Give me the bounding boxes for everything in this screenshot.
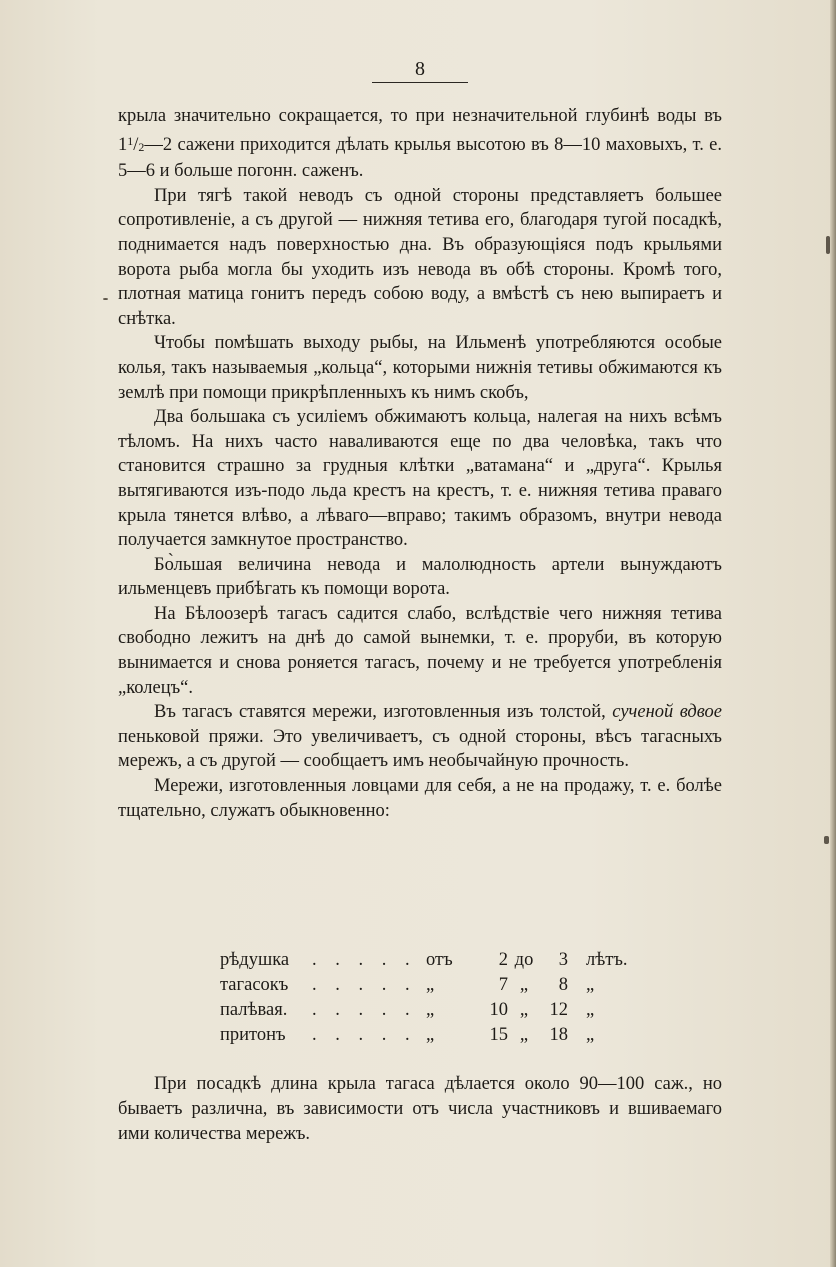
net-name: рѣдушка [220, 950, 290, 970]
years-to: 8 [558, 975, 568, 995]
to-word: „ [519, 975, 529, 995]
years-unit: „ [586, 975, 595, 995]
years-unit: лѣтъ. [586, 950, 628, 970]
body-text [118, 104, 722, 823]
leader-dots: . . . . . [312, 1000, 417, 1020]
durability-table [220, 948, 640, 1048]
page-edge-shadow [830, 0, 836, 1267]
paragraph-1-start: крыла значительно сокращается, то при незначительной глубинѣ воды въ 1 [118, 106, 722, 155]
leader-dots: . . . . . [312, 1025, 417, 1045]
net-name: тагасокъ [220, 975, 289, 995]
years-from: 15 [489, 1025, 508, 1045]
fraction-slash: / [133, 134, 139, 155]
years-unit: „ [586, 1025, 595, 1045]
years-to: 18 [549, 1025, 568, 1045]
page-number-rule [372, 82, 468, 83]
table-row [220, 998, 640, 1023]
paragraph-8: Мережи, изготовленныя ловцами для себя, а не на продажу, т. е. болѣе тщательно, служатъ обыкновенно: [118, 776, 722, 821]
leader-dots: . . . . . [312, 950, 417, 970]
paragraph-1-rest: —2 сажени приходится дѣлать крылья высотою въ 8—10 маховыхъ, т. е. 5—6 и больше погонн. саженъ. [118, 134, 722, 182]
closing-paragraph-block [118, 1072, 722, 1147]
italic-phrase: сученой вдвое [612, 702, 722, 723]
paragraph-2: При тягѣ такой неводъ съ одной стороны представляетъ большее сопротивленіе, а съ другой — нижняя тетива его, благодаря тугой посадкѣ, поднимается надъ поверхностью дна. Въ образующіяся подъ крыльями ворота рыба могла бы уходить изъ невода въ обѣ стороны. Кромѣ того, плотная матица гонитъ передъ собою воду, а вмѣстѣ съ нею выпираетъ и снѣтка. [118, 185, 722, 329]
closing-paragraph: При посадкѣ длина крыла тагаса дѣлается около 90—100 саж., но бываетъ различна, въ зависимости отъ числа участниковъ и вшиваемаго ими количества мережъ. [118, 1074, 722, 1144]
table-row [220, 948, 640, 973]
paragraph-3: Чтобы помѣшать выходу рыбы, на Ильменѣ употребляются особые колья, такъ называемыя „кольца“, которыми нижнія тетивы обжимаются къ землѣ при помощи прикрѣпленныхъ къ нимъ скобъ, [118, 333, 722, 403]
years-from: 2 [498, 950, 508, 970]
from-word: „ [426, 1000, 435, 1020]
years-from: 7 [498, 975, 508, 995]
to-word: до [514, 950, 534, 970]
fraction-numerator: 1 [127, 133, 134, 148]
from-word: „ [426, 1025, 435, 1045]
years-from: 10 [489, 1000, 508, 1020]
to-word: „ [519, 1000, 529, 1020]
paragraph-6: На Бѣлоозерѣ тагасъ садится слабо, вслѣдствіе чего нижняя тетива свободно лежитъ на днѣ до самой вынемки, т. е. проруби, въ которую вынимается и снова роняется тагасъ, почему и не требуется употребленія „колецъ“. [118, 603, 722, 698]
years-to: 3 [558, 950, 568, 970]
net-name: притонъ [220, 1025, 286, 1045]
leader-dots: . . . . . [312, 975, 417, 995]
paragraph-7 [118, 700, 722, 774]
table-row [220, 973, 640, 998]
paper-speck [826, 236, 830, 254]
paragraph-4: Два большака съ усиліемъ обжимаютъ кольца, налегая на нихъ всѣмъ тѣломъ. На нихъ часто наваливаются еще по два человѣка, такъ что становится страшно за грудныя клѣтки „ватамана“ и „друга“. Крылья вытягиваются изъ-подо льда крестъ на крестъ, т. е. нижняя тетива праваго крыла тянется влѣво, а лѣваго—вправо; такимъ образомъ, внутри невода получается замкнутое пространство. [118, 407, 722, 551]
paragraph-7-rest: пеньковой пряжи. Это увеличиваетъ, съ одной стороны, вѣсъ тагасныхъ мережъ, а съ другой — сообщаетъ имъ необычайную прочность. [118, 726, 722, 772]
paper-speck [824, 836, 829, 844]
years-to: 12 [549, 1000, 568, 1020]
paragraph-7-start: Въ тагасъ ставятся мережи, изготовленныя изъ толстой, [154, 702, 606, 723]
net-name: палѣвая. [220, 1000, 288, 1020]
paragraph-5: Бо̀льшая величина невода и малолюдность артели вынуждаютъ ильменцевъ прибѣгать къ помощи ворота. [118, 554, 722, 600]
paragraph-1 [118, 104, 722, 184]
from-word: отъ [426, 950, 453, 970]
table-row [220, 1023, 640, 1048]
years-unit: „ [586, 1000, 595, 1020]
from-word: „ [426, 975, 435, 995]
paper-speck [103, 298, 108, 300]
to-word: „ [519, 1025, 529, 1045]
fraction-denominator: 2 [138, 139, 145, 154]
page-number: 8 [415, 58, 425, 80]
